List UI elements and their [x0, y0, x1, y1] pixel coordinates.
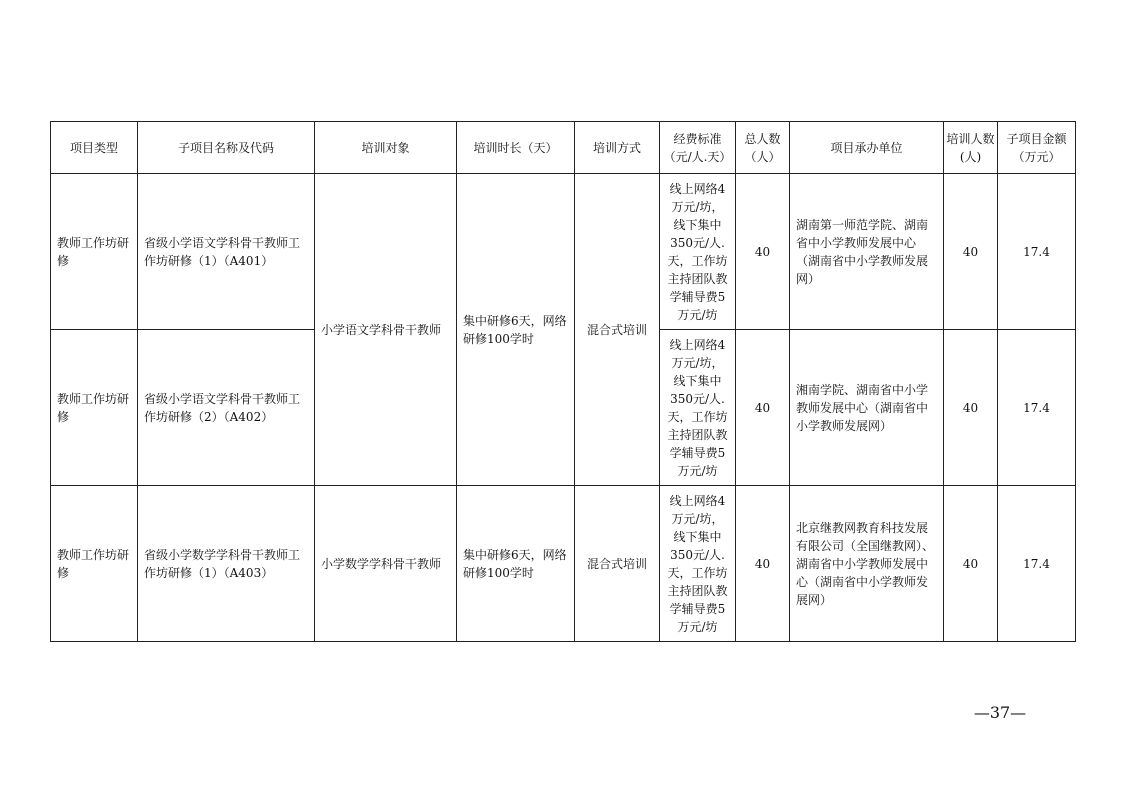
- header-method: 培训方式: [575, 122, 660, 174]
- cell-project-type: 教师工作坊研修: [51, 486, 138, 642]
- header-target: 培训对象: [315, 122, 457, 174]
- cell-total: 40: [736, 174, 790, 330]
- cell-fee: 线上网络4万元/坊，线下集中350元/人.天，工作坊主持团队教学辅导费5万元/坊: [660, 330, 736, 486]
- header-total: 总人数（人）: [736, 122, 790, 174]
- cell-subproject-name: 省级小学语文学科骨干教师工作坊研修（1）（A401）: [138, 174, 315, 330]
- table-row: [51, 174, 1076, 330]
- cell-fee: 线上网络4万元/坊，线下集中350元/人.天，工作坊主持团队教学辅导费5万元/坊: [660, 174, 736, 330]
- cell-trained: 40: [944, 330, 998, 486]
- cell-amount: 17.4: [998, 486, 1076, 642]
- cell-trained: 40: [944, 486, 998, 642]
- cell-duration-merged: 集中研修6天，网络研修100学时: [457, 174, 575, 486]
- page-number: —37—: [973, 703, 1027, 722]
- cell-trained: 40: [944, 174, 998, 330]
- table-row: [51, 486, 1076, 642]
- cell-project-type: 教师工作坊研修: [51, 330, 138, 486]
- cell-subproject-name: 省级小学语文学科骨干教师工作坊研修（2）（A402）: [138, 330, 315, 486]
- table-header-row: [51, 122, 1076, 174]
- header-subproject-name: 子项目名称及代码: [138, 122, 315, 174]
- header-project-type: 项目类型: [51, 122, 138, 174]
- header-unit: 项目承办单位: [790, 122, 944, 174]
- cell-method-merged: 混合式培训: [575, 174, 660, 486]
- header-trained: 培训人数(人): [944, 122, 998, 174]
- cell-fee: 线上网络4万元/坊，线下集中350元/人.天，工作坊主持团队教学辅导费5万元/坊: [660, 486, 736, 642]
- cell-unit: 北京继教网教育科技发展有限公司（全国继教网）、湖南省中小学教师发展中心（湖南省中小学教师发展网）: [790, 486, 944, 642]
- cell-project-type: 教师工作坊研修: [51, 174, 138, 330]
- cell-amount: 17.4: [998, 174, 1076, 330]
- cell-duration: 集中研修6天，网络研修100学时: [457, 486, 575, 642]
- cell-total: 40: [736, 330, 790, 486]
- cell-method: 混合式培训: [575, 486, 660, 642]
- cell-unit: 湘南学院、湖南省中小学教师发展中心（湖南省中小学教师发展网）: [790, 330, 944, 486]
- cell-unit: 湖南第一师范学院、湖南省中小学教师发展中心（湖南省中小学教师发展网）: [790, 174, 944, 330]
- header-duration: 培训时长（天）: [457, 122, 575, 174]
- cell-target-merged: 小学语文学科骨干教师: [315, 174, 457, 486]
- cell-target: 小学数学学科骨干教师: [315, 486, 457, 642]
- cell-total: 40: [736, 486, 790, 642]
- cell-amount: 17.4: [998, 330, 1076, 486]
- header-fee: 经费标准（元/人.天）: [660, 122, 736, 174]
- cell-subproject-name: 省级小学数学学科骨干教师工作坊研修（1）（A403）: [138, 486, 315, 642]
- training-projects-table: [50, 121, 1076, 642]
- header-amount: 子项目金额（万元）: [998, 122, 1076, 174]
